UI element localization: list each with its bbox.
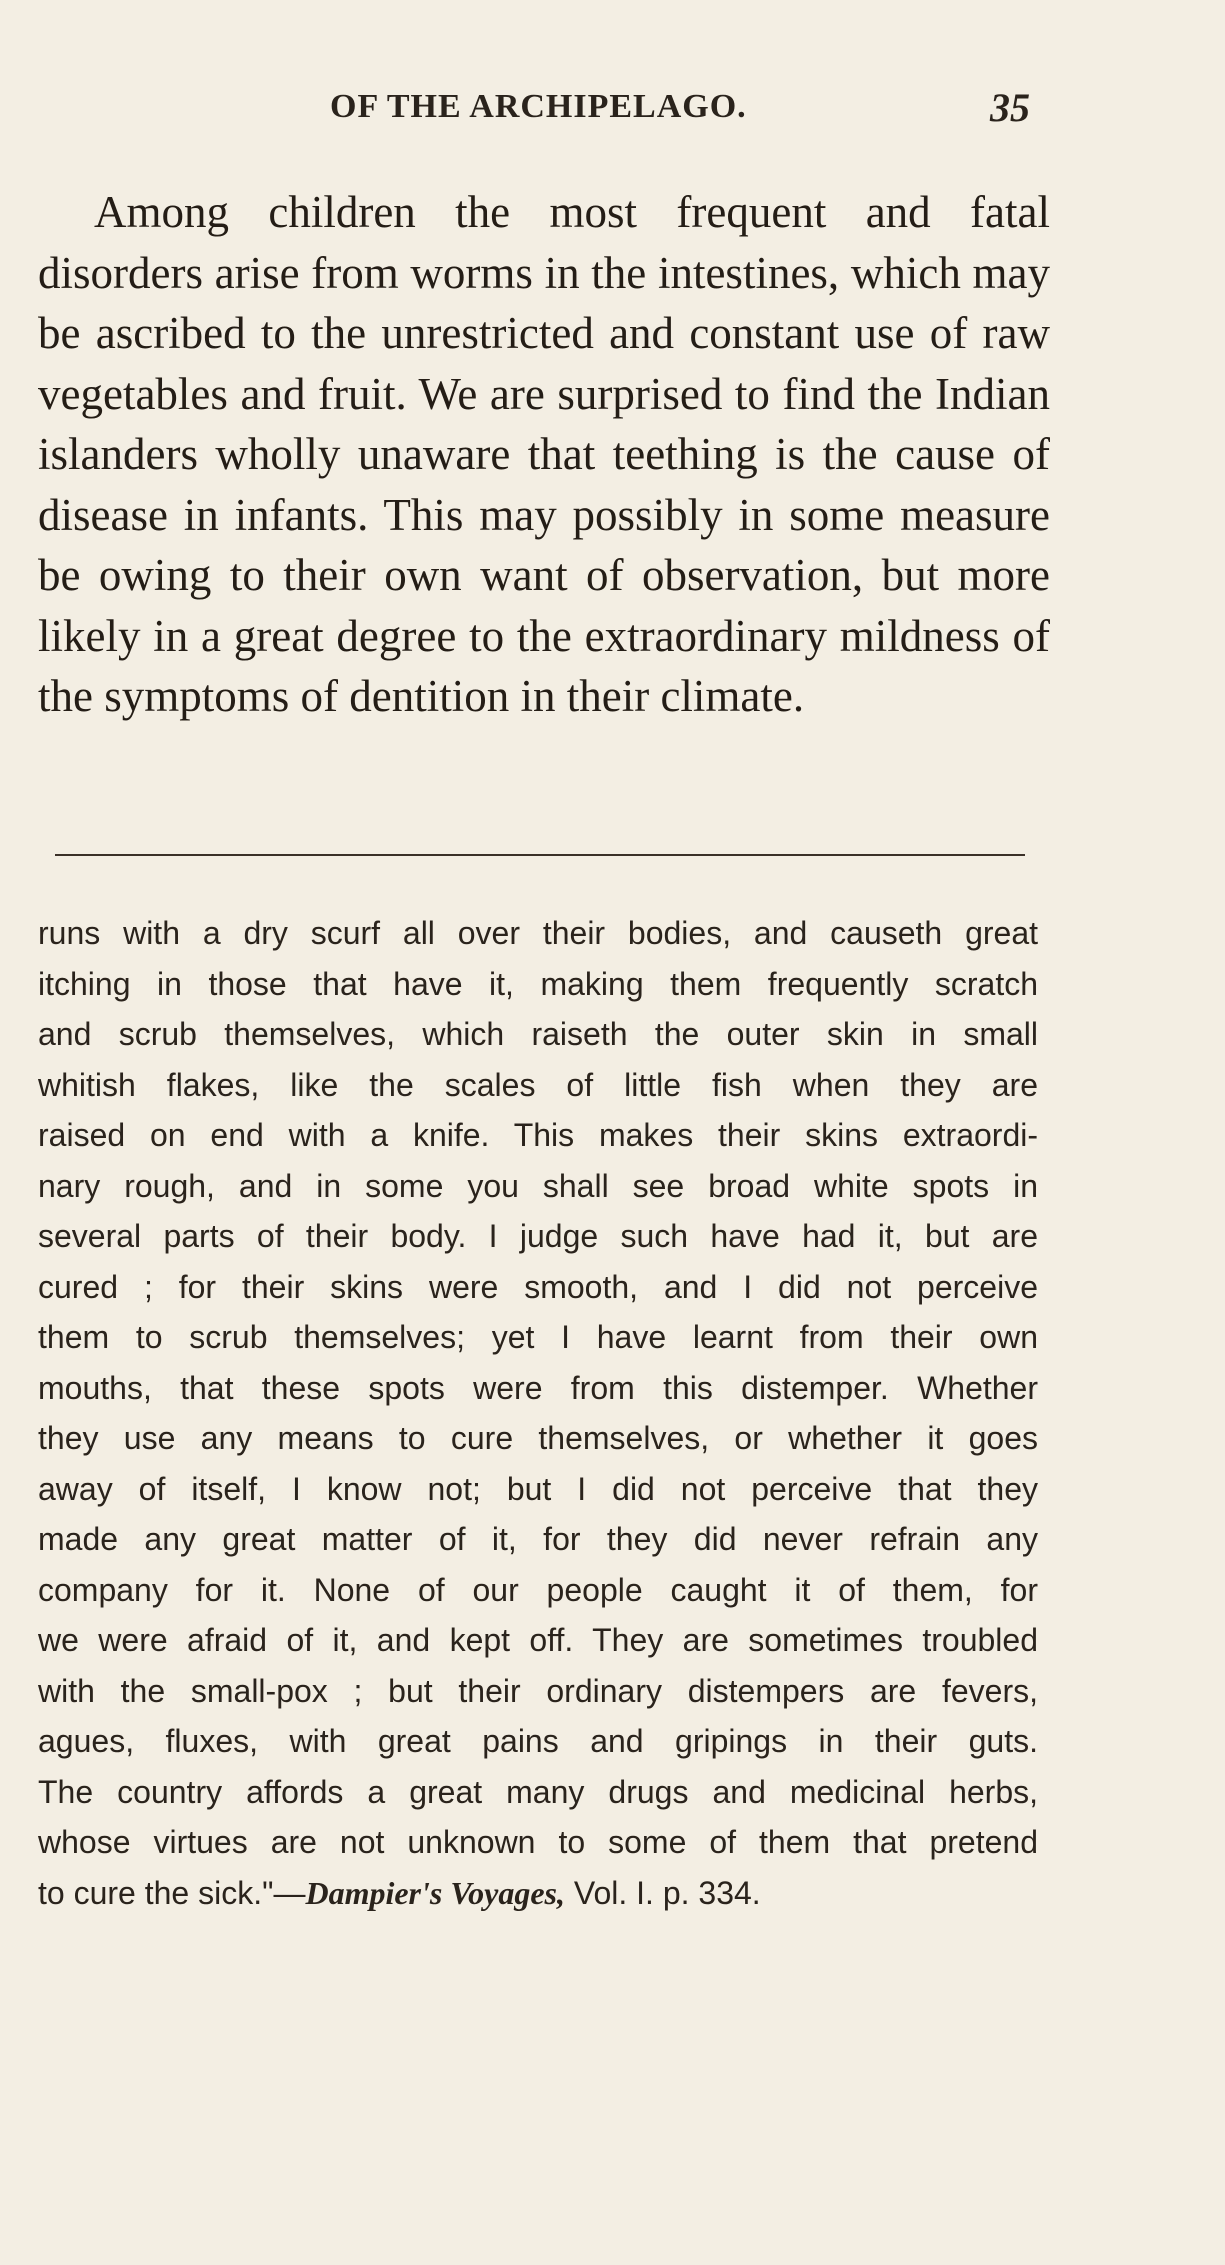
footnote-line: nary rough, and in some you shall see broad white spots in [38, 1167, 1038, 1204]
footnote-line: whitish flakes, like the scales of little fish when they are [38, 1066, 1038, 1103]
footnote-divider [55, 854, 1025, 856]
footnote-line: cured ; for their skins were smooth, and I did not perceive [38, 1268, 1038, 1305]
footnote-line: runs with a dry scurf all over their bodies, and causeth great [38, 915, 1038, 951]
footnote-line: itching in those that have it, making them frequently scratch [38, 965, 1038, 1002]
footnote-line: The country affords a great many drugs and medicinal herbs, [38, 1773, 1038, 1810]
body-paragraph: Among children the most frequent and fatal disorders arise from worms in the intestines, which may be ascribed to the unrestricted and constant use of raw vegetables and fruit. We are surprised to find the Indian islanders wholly unaware that teething is the cause of disease in infants. This may possibly in some measure be owing to their own want of observation, but more likely in a great degree to the extraordinary mildness of the symptoms of dentition in their climate. [38, 187, 1050, 721]
footnote-line: they use any means to cure themselves, or whether it goes [38, 1420, 1038, 1456]
footnote-line: agues, fluxes, with great pains and gripings in their guts. [38, 1723, 1038, 1759]
footnote-line: them to scrub themselves; yet I have learnt from their own [38, 1319, 1038, 1355]
citation-title: Dampier's Voyages, [305, 1874, 565, 1911]
footnote-line: and scrub themselves, which raiseth the outer skin in small [38, 1016, 1038, 1052]
footnote-line: made any great matter of it, for they did never refrain any [38, 1521, 1038, 1557]
footnote-line: several parts of their body. I judge such have had it, but are [38, 1218, 1038, 1254]
footnote-line: whose virtues are not unknown to some of them that pretend [38, 1824, 1038, 1860]
citation-volume-page: Vol. I. p. 334. [565, 1874, 761, 1911]
footnote-line: away of itself, I know not; but I did not perceive that they [38, 1470, 1038, 1507]
footnote-last-line [38, 1868, 1038, 1919]
footnote-line: mouths, that these spots were from this distemper. Whether [38, 1369, 1038, 1406]
footnote [38, 908, 1038, 1918]
footnote-line: with the small-pox ; but their ordinary distempers are fevers, [38, 1672, 1038, 1709]
footnote-last-line-start: to cure the sick."— [38, 1874, 306, 1911]
footnote-line: raised on end with a knife. This makes their skins extraordi- [38, 1117, 1038, 1153]
footnote-line: we were afraid of it, and kept off. They are sometimes troubled [38, 1622, 1038, 1658]
running-title: OF THE ARCHIPELAGO. [330, 88, 747, 125]
footnote-line: company for it. None of our people caught it of them, for [38, 1571, 1038, 1608]
page-number: 35 [990, 85, 1030, 130]
